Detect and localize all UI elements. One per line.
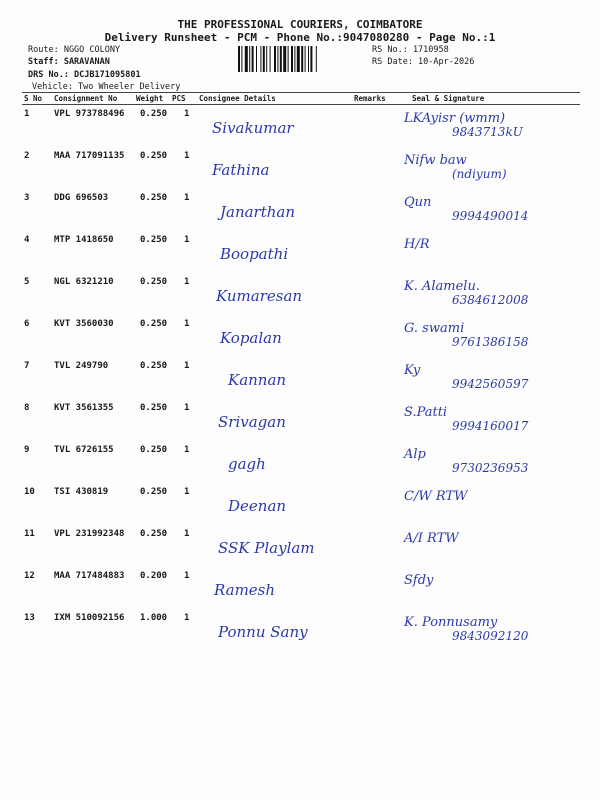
row-sno: 12 <box>24 571 35 581</box>
row-consignee-name: SSK Playlam <box>218 539 315 557</box>
row-consignment-no: MTP 1418650 <box>54 235 114 245</box>
row-phone: 9843092120 <box>452 629 529 643</box>
row-phone: 9843713kU <box>452 125 523 139</box>
row-consignment-no: VPL 973788496 <box>54 109 125 119</box>
row-weight: 0.250 <box>140 151 168 161</box>
row-signature: Sfdy <box>404 573 434 588</box>
row-signature: C/W RTW <box>404 489 468 504</box>
row-phone: 9942560597 <box>452 377 529 391</box>
table-row <box>0 571 600 613</box>
rs-no-label: RS No.: 1710958 <box>372 45 449 55</box>
row-sno: 5 <box>24 277 30 287</box>
vehicle-label: Vehicle: Two Wheeler Delivery <box>32 82 181 92</box>
row-consignment-no: KVT 3560030 <box>54 319 114 329</box>
row-signature: K. Alamelu. <box>404 279 480 294</box>
row-pcs: 1 <box>184 403 190 413</box>
route-label: Route: NGGO COLONY <box>28 45 121 55</box>
row-consignment-no: IXM 510092156 <box>54 613 125 623</box>
row-consignee-name: Ponnu Sany <box>218 623 308 641</box>
row-pcs: 1 <box>184 235 190 245</box>
row-weight: 0.250 <box>140 529 168 539</box>
table-row <box>0 109 600 151</box>
row-consignee-name: Fathina <box>212 161 270 179</box>
table-row <box>0 235 600 277</box>
row-weight: 0.250 <box>140 403 168 413</box>
row-signature: S.Patti <box>404 405 448 420</box>
row-consignee-name: Kumaresan <box>216 287 303 305</box>
company-title: THE PROFESSIONAL COURIERS, COIMBATORE <box>177 18 423 31</box>
header-rule-bottom <box>22 104 580 105</box>
row-pcs: 1 <box>184 613 190 623</box>
row-pcs: 1 <box>184 445 190 455</box>
row-signature: K. Ponnusamy <box>404 615 498 630</box>
row-consignment-no: TSI 430819 <box>54 487 109 497</box>
row-signature: LKAyisr (wmm) <box>404 111 506 126</box>
row-weight: 0.250 <box>140 361 168 371</box>
table-row <box>0 319 600 361</box>
table-row <box>0 193 600 235</box>
row-pcs: 1 <box>184 529 190 539</box>
row-weight: 0.250 <box>140 487 168 497</box>
runsheet-subtitle: Delivery Runsheet - PCM - Phone No.:9047080280 - Page No.:1 <box>104 31 496 44</box>
row-consignee-name: Ramesh <box>214 581 276 599</box>
table-row <box>0 277 600 319</box>
col-remarks: Remarks <box>354 94 386 103</box>
row-consignment-no: VPL 231992348 <box>54 529 125 539</box>
row-consignee-name: Boopathi <box>220 245 289 263</box>
row-consignment-no: TVL 6726155 <box>54 445 114 455</box>
row-consignment-no: TVL 249790 <box>54 361 109 371</box>
col-weight: Weight <box>136 94 164 103</box>
row-sno: 4 <box>24 235 30 245</box>
row-weight: 0.250 <box>140 109 168 119</box>
row-phone: 9761386158 <box>452 335 529 349</box>
row-weight: 0.250 <box>140 235 168 245</box>
rs-date-label: RS Date: 10-Apr-2026 <box>372 57 475 67</box>
row-sno: 6 <box>24 319 30 329</box>
row-sno: 8 <box>24 403 30 413</box>
row-consignment-no: MAA 717091135 <box>54 151 125 161</box>
row-signature: G. swami <box>404 321 465 336</box>
row-sno: 10 <box>24 487 35 497</box>
row-weight: 0.250 <box>140 193 168 203</box>
table-row <box>0 445 600 487</box>
row-sno: 7 <box>24 361 30 371</box>
table-row <box>0 361 600 403</box>
row-sno: 1 <box>24 109 30 119</box>
row-phone: (ndiyum) <box>452 167 507 181</box>
row-consignee-name: Janarthan <box>220 203 296 221</box>
row-pcs: 1 <box>184 487 190 497</box>
table-row <box>0 151 600 193</box>
row-consignee-name: gagh <box>228 455 266 473</box>
row-signature: Ky <box>404 363 421 378</box>
row-weight: 0.250 <box>140 319 168 329</box>
row-signature: A/I RTW <box>404 531 459 546</box>
col-consignee: Consignee Details <box>199 94 276 103</box>
row-consignee-name: Kopalan <box>220 329 282 347</box>
row-consignment-no: MAA 717484883 <box>54 571 125 581</box>
row-consignee-name: Sivakumar <box>212 119 294 137</box>
row-pcs: 1 <box>184 319 190 329</box>
row-weight: 0.250 <box>140 277 168 287</box>
row-sno: 9 <box>24 445 30 455</box>
row-sno: 13 <box>24 613 35 623</box>
row-phone: 6384612008 <box>452 293 529 307</box>
row-pcs: 1 <box>184 109 190 119</box>
row-weight: 0.250 <box>140 445 168 455</box>
row-signature: Nifw baw <box>404 153 467 168</box>
row-phone: 9994160017 <box>452 419 529 433</box>
barcode-image <box>238 46 368 72</box>
row-pcs: 1 <box>184 361 190 371</box>
row-consignment-no: KVT 3561355 <box>54 403 114 413</box>
row-weight: 1.000 <box>140 613 168 623</box>
row-phone: 9730236953 <box>452 461 529 475</box>
row-signature: H/R <box>404 237 430 252</box>
table-row <box>0 613 600 655</box>
table-row <box>0 487 600 529</box>
row-pcs: 1 <box>184 193 190 203</box>
header-rule-top <box>22 92 580 93</box>
col-pcs: PCS <box>172 94 186 103</box>
col-seal: Seal & Signature <box>412 94 485 103</box>
row-consignee-name: Kannan <box>228 371 287 389</box>
row-signature: Qun <box>404 195 432 210</box>
row-consignment-no: NGL 6321210 <box>54 277 114 287</box>
drs-label: DRS No.: DCJB171095801 <box>28 70 141 80</box>
row-sno: 11 <box>24 529 35 539</box>
row-consignee-name: Deenan <box>228 497 287 515</box>
row-pcs: 1 <box>184 277 190 287</box>
row-weight: 0.200 <box>140 571 168 581</box>
table-row <box>0 403 600 445</box>
col-consignment: Consignment No <box>54 94 118 103</box>
row-sno: 3 <box>24 193 30 203</box>
table-row <box>0 529 600 571</box>
row-pcs: 1 <box>184 151 190 161</box>
row-sno: 2 <box>24 151 30 161</box>
col-sno: S No <box>24 94 43 103</box>
row-pcs: 1 <box>184 571 190 581</box>
row-consignee-name: Srivagan <box>218 413 286 431</box>
row-consignment-no: DDG 696503 <box>54 193 109 203</box>
staff-label: Staff: SARAVANAN <box>28 57 110 67</box>
row-phone: 9994490014 <box>452 209 529 223</box>
row-signature: Alp <box>404 447 426 462</box>
